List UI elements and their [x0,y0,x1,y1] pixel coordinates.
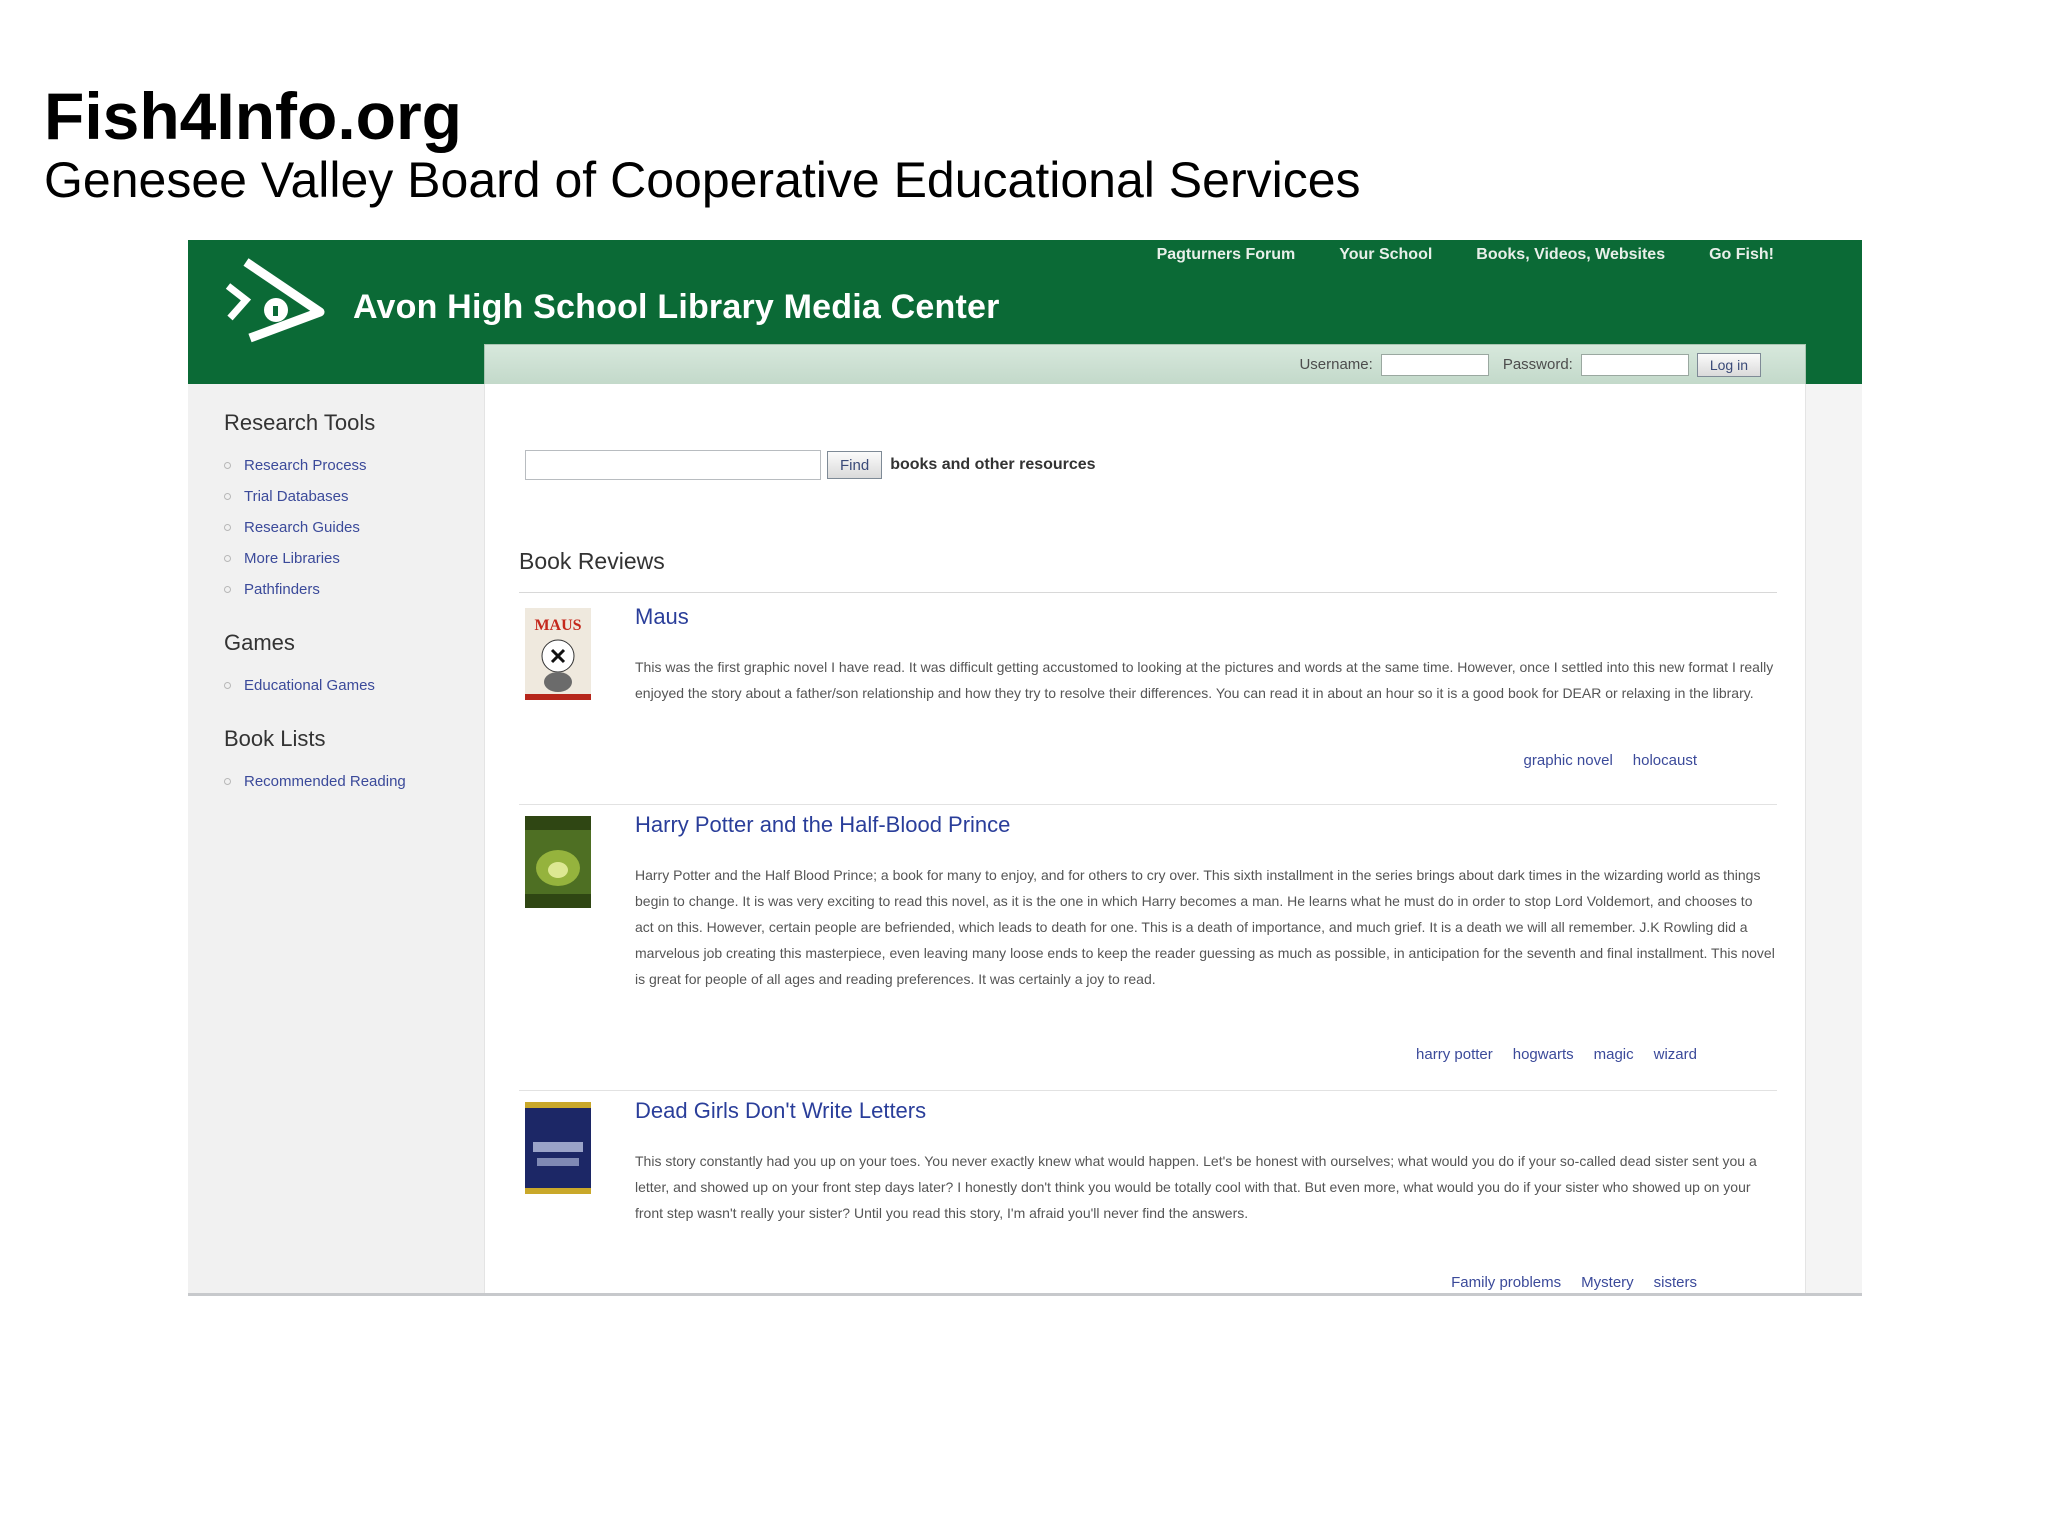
tag-link[interactable]: wizard [1653,1046,1697,1063]
maus-cover-art [525,608,591,700]
tag-link[interactable]: graphic novel [1523,752,1613,769]
review-tags [1524,752,1697,769]
site-header [188,240,1862,384]
divider [519,592,1777,593]
catalog-search [525,450,1096,480]
sidebar-item-more-libraries[interactable] [224,543,375,574]
tag-link[interactable]: harry potter [1416,1046,1493,1063]
games-section [224,630,375,701]
sidebar-item-label: Research Process [244,457,367,474]
review-tags [1416,1046,1697,1063]
review-text: This story constantly had you up on your toes. You never exactly knew what would happen. Let's be honest with ourselves; what would you do if your so-called dead sister sent you a letter, and showed up on your front step days later? I honestly don't think you would be totally cool with that. But even more, what would you do if your sister who showed up on your front step wasn't really your sister? Until you read this story, I'm afraid you'll never find the answers. [635,1153,1757,1221]
review-item [519,812,1777,1090]
review-title-dead-girls[interactable]: Dead Girls Don't Write Letters [635,1098,927,1123]
sidebar-item-recommended-reading[interactable] [224,766,406,797]
top-navigation [1157,246,1774,264]
book-cover-dead-girls[interactable] [525,1102,591,1194]
find-button[interactable]: Find [827,451,882,479]
sidebar-item-label: Educational Games [244,677,375,694]
tag-link[interactable]: sisters [1653,1274,1697,1291]
sidebar-item-label: Pathfinders [244,581,320,598]
games-heading: Games [224,630,295,655]
bullet-icon [224,462,231,469]
username-input[interactable] [1381,354,1489,376]
password-input[interactable] [1581,354,1689,376]
book-lists-heading: Book Lists [224,726,326,751]
sidebar-item-label: Research Guides [244,519,360,536]
research-tools-heading: Research Tools [224,410,376,435]
nav-your-school[interactable]: Your School [1339,246,1433,263]
bullet-icon [224,778,231,785]
sidebar-item-research-guides[interactable] [224,512,375,543]
nav-pagturners-forum[interactable]: Pagturners Forum [1156,246,1296,263]
research-tools-section [224,410,375,605]
harry-potter-cover-art [525,816,591,908]
bullet-icon [224,555,231,562]
sidebar-item-label: Recommended Reading [244,773,406,790]
nav-books-videos-websites[interactable]: Books, Videos, Websites [1476,246,1666,263]
fish-eye-logo-icon [224,252,334,348]
tag-link[interactable]: magic [1593,1046,1634,1063]
login-button[interactable]: Log in [1697,353,1761,377]
divider [519,1090,1777,1091]
sidebar-item-pathfinders[interactable] [224,574,375,605]
nav-go-fish[interactable]: Go Fish! [1709,246,1774,263]
website-screenshot [188,240,1862,1296]
tag-link[interactable]: Mystery [1581,1274,1634,1291]
search-suffix: books and other resources [890,456,1096,473]
review-title-maus[interactable]: Maus [635,604,689,629]
maus-cover-title: MAUS [534,617,582,634]
tag-link[interactable]: holocaust [1632,752,1697,769]
sidebar-item-research-process[interactable] [224,450,375,481]
review-text: This was the first graphic novel I have read. It was difficult getting accustomed to looking at the pictures and words at the same time. However, once I settled into this new format I really enjoyed the story about a father/son relationship and how they try to resolve their differences. You can read it in about an hour so it is a good book for DEAR or relaxing in the library. [635,659,1774,701]
divider [519,804,1777,805]
sidebar-item-educational-games[interactable] [224,670,375,701]
review-title-harry-potter[interactable]: Harry Potter and the Half-Blood Prince [635,812,1011,837]
review-tags [1451,1274,1697,1291]
password-label: Password: [1502,356,1573,373]
sidebar-item-trial-databases[interactable] [224,481,375,512]
review-text: Harry Potter and the Half Blood Prince; a book for many to enjoy, and for others to cry over. This sixth installment in the series brings about dark times in the wizarding world as things begin to change. It is was very exciting to read this novel, as it is the one in which Harry becomes a man. He learns what he must do in order to stop Lord Voldemort, and chooses to act on this. However, certain people are befriended, which leads to death for one. This is a death of importance, and much grief. It is a death we will all remember. J.K Rowling did a marvelous job creating this masterpiece, even leaving many loose ends to keep the reader guessing as much as possible, in anticipation for the seventh and final installment. This novel is great for people of all ages and reading preferences. It was certainly a joy to read. [635,867,1775,987]
book-cover-maus[interactable] [525,608,591,700]
bullet-icon [224,682,231,689]
main-content [484,384,1806,1296]
bullet-icon [224,493,231,500]
sidebar-item-label: Trial Databases [244,488,349,505]
site-title: Avon High School Library Media Center [353,288,1000,326]
bullet-icon [224,524,231,531]
slide-subtitle: Genesee Valley Board of Cooperative Educational Services [44,152,1361,208]
book-lists-section [224,726,406,797]
sidebar [188,384,484,1296]
tag-link[interactable]: Family problems [1451,1274,1562,1291]
book-reviews-heading: Book Reviews [519,548,665,574]
dead-girls-cover-art [525,1102,591,1194]
username-label: Username: [1299,356,1373,373]
bullet-icon [224,586,231,593]
tag-link[interactable]: hogwarts [1512,1046,1574,1063]
review-item [519,1098,1777,1294]
search-input[interactable] [525,450,821,480]
slide-title: Fish4Info.org [44,79,462,153]
review-item [519,604,1777,804]
sidebar-item-label: More Libraries [244,550,340,567]
book-cover-harry-potter[interactable] [525,816,591,908]
login-bar [484,344,1806,384]
